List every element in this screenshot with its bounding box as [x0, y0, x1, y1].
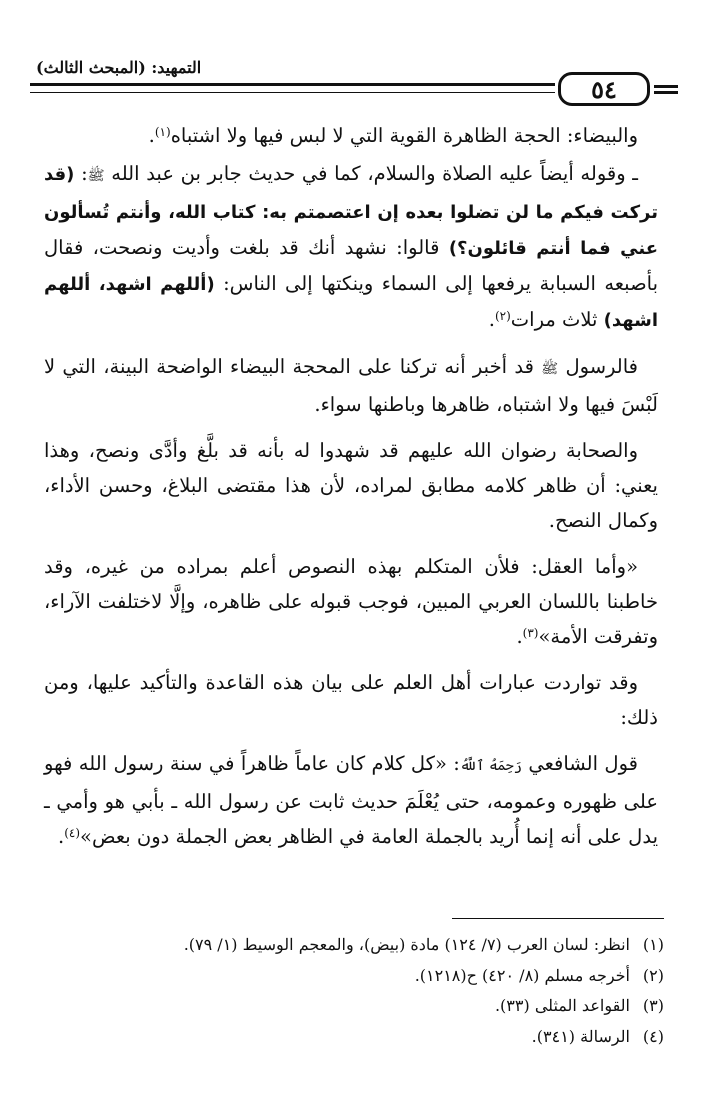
paragraph-2 [44, 156, 658, 338]
paragraph-1-end: . [148, 124, 155, 147]
footnote-text: الرسالة (٣٤١). [531, 1026, 630, 1046]
footnote-3 [44, 991, 664, 1022]
paragraph-3-start: فالرسول [565, 355, 638, 378]
page-body [44, 118, 658, 865]
footnote-text: القواعد المثلى (٣٣). [494, 996, 630, 1015]
footnote-ref-3: (٣) [522, 626, 539, 640]
footnote-separator [452, 918, 664, 919]
footnote-1 [44, 930, 664, 961]
paragraph-4-text: والصحابة رضوان الله عليهم قد شهدوا له بأنه قد بلَّغ وأدَّى ونصح، وهذا يعني: أن ظاهر كلامه مطابق لمراده، لأن هذا مقتضى البلاغ، وحسن الأداء، وكمال النصح. [44, 439, 658, 532]
page-number: ٥٤ [558, 72, 650, 106]
paragraph-1 [44, 118, 658, 153]
paragraph-2-intro: ـ وقوله أيضاً عليه الصلاة والسلام، كما في حديث جابر بن عبد الله [111, 162, 639, 185]
paragraph-6 [44, 665, 658, 735]
footnote-number: (٣) [642, 996, 664, 1015]
footnote-text: انظر: لسان العرب (٧/ ١٢٤) مادة (بيض)، والمعجم الوسيط (١/ ٧٩). [183, 935, 630, 954]
paragraph-1-text: والبيضاء: الحجة الظاهرة القوية التي لا لبس فيها ولا اشتباه [170, 124, 638, 147]
salawat-symbol: ﷺ [87, 168, 105, 184]
paragraph-2-end: ثلاث مرات [510, 308, 598, 331]
paragraph-2-stop: . [488, 308, 495, 331]
paragraph-7-rest: : «كل كلام كان عاماً ظاهراً في سنة رسول الله فهو على ظهوره وعمومه، حتى يُعْلَمَ حديث ثابت عن رسول الله ـ بأبي هو وأمي ـ يدل على أنه إنما أُريد بالجملة العامة في الظاهر بعض الجملة دون بعض» [44, 752, 658, 848]
footnotes [44, 930, 664, 1052]
paragraph-4 [44, 433, 658, 538]
paragraph-2-middle: قالوا: نشهد أنك قد بلغت وأديت ونصحت، فقال بأصبعه السبابة يرفعها إلى السماء وينكتها إلى الناس: [44, 236, 658, 295]
footnote-2 [44, 961, 664, 992]
footnote-ref-1: (١) [154, 125, 171, 139]
paragraph-7-start: قول الشافعي [528, 752, 638, 775]
footnote-number: (١) [642, 935, 664, 954]
paragraph-2-colon: : [81, 162, 88, 185]
footnote-4 [44, 1022, 664, 1053]
paragraph-3 [44, 349, 658, 422]
paragraph-3-rest: قد أخبر أنه تركنا على المحجة البيضاء الواضحة البينة، التي لا لَبْسَ فيها ولا اشتباه، ظاهرها وباطنها سواء. [44, 355, 658, 416]
footnote-text: أخرجه مسلم (٨/ ٤٢٠) ح(١٢١٨). [414, 965, 630, 985]
hadith-quote-2: (أللهم اشهد، أللهم اشهد) [44, 274, 658, 331]
header-rule [30, 83, 555, 93]
footnote-ref-2: (٢) [494, 309, 511, 323]
hadith-quote: (قد تركت فيكم ما لن تضلوا بعده إن اعتصمتم به: كتاب الله، وأنتم تُسألون عني فما أنتم قائلون؟) [44, 164, 658, 259]
header-ornament-dash [654, 85, 678, 94]
paragraph-5-end: . [516, 625, 523, 648]
page-header [30, 58, 678, 108]
rahimahullah-symbol: رَحِمَهُ ٱللَّهُ [459, 758, 522, 774]
salawat-symbol: ﷺ [541, 361, 559, 377]
footnote-number: (٤) [642, 1026, 664, 1046]
footnote-ref-4: (٤) [64, 826, 81, 840]
paragraph-7 [44, 746, 658, 854]
paragraph-5-text: «وأما العقل: فلأن المتكلم بهذه النصوص أعلم بمراده من غيره، وقد خاطبنا باللسان العربي المبين، فوجب قبوله على ظاهره، وإلَّا لاختلفت الآراء، وتفرقت الأمة» [44, 555, 658, 648]
paragraph-7-end: . [58, 825, 65, 848]
chapter-title: التمهيد: (المبحث الثالث) [36, 58, 202, 77]
footnote-number: (٢) [642, 965, 664, 985]
paragraph-5 [44, 549, 658, 654]
paragraph-6-text: وقد تواردت عبارات أهل العلم على بيان هذه القاعدة والتأكيد عليها، ومن ذلك: [44, 671, 658, 729]
